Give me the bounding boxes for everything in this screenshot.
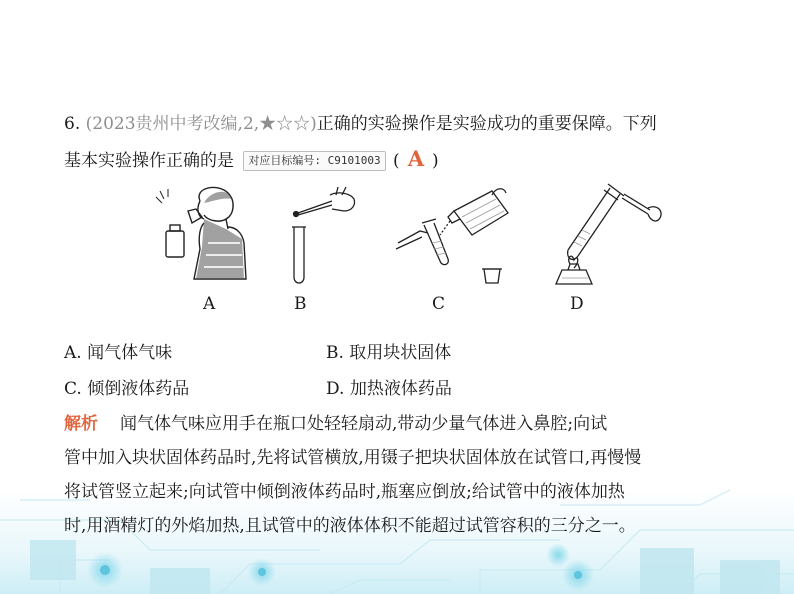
figure-label-b: B <box>294 294 307 314</box>
option-d: D. 加热液体药品 <box>326 379 452 399</box>
question-number: 6. <box>64 114 81 134</box>
analysis-line-2: 管中加入块状固体药品时,先将试管横放,用镊子把块状固体放在试管口,再慢慢 <box>64 448 642 468</box>
answer-value: A <box>407 146 424 171</box>
figure-label-a: A <box>203 294 216 314</box>
question-stem-1: 正确的实验操作是实验成功的重要保障。下列 <box>316 114 657 134</box>
heating-test-tube-icon <box>548 180 668 290</box>
answer-open-paren: ( <box>393 151 400 171</box>
option-c: C. 倾倒液体药品 <box>64 379 190 399</box>
question-line-1 <box>64 112 657 136</box>
analysis-block <box>64 407 764 543</box>
figure-label-d: D <box>570 294 584 314</box>
question-source: (2023贵州中考改编,2,★☆☆) <box>85 114 317 134</box>
analysis-line-3: 将试管竖立起来;向试管中倾倒液体药品时,瓶塞应倒放;给试管中的液体加热 <box>64 482 625 502</box>
answer-close-paren: ) <box>431 151 439 171</box>
analysis-line-4: 时,用酒精灯的外焰加热,且试管中的液体体积不能超过试管容积的三分之一。 <box>64 516 636 536</box>
analysis-label: 解析 <box>64 414 98 434</box>
person-sniffing-bottle-icon <box>148 183 248 289</box>
analysis-text-1: 闻气体气味应用手在瓶口处轻轻扇动,带动少量气体进入鼻腔;向试 <box>120 414 608 434</box>
option-b: B. 取用块状固体 <box>326 343 452 363</box>
figure-label-c: C <box>432 294 446 314</box>
analysis-line-1 <box>64 407 764 441</box>
question-stem-2: 基本实验操作正确的是 <box>64 151 234 171</box>
pouring-liquid-icon <box>392 183 512 289</box>
target-code-tag: 对应目标编号: C9101003 <box>243 151 385 171</box>
option-a: A. 闻气体气味 <box>64 343 173 363</box>
tweezers-test-tube-icon <box>280 183 360 289</box>
question-line-2 <box>64 147 439 173</box>
